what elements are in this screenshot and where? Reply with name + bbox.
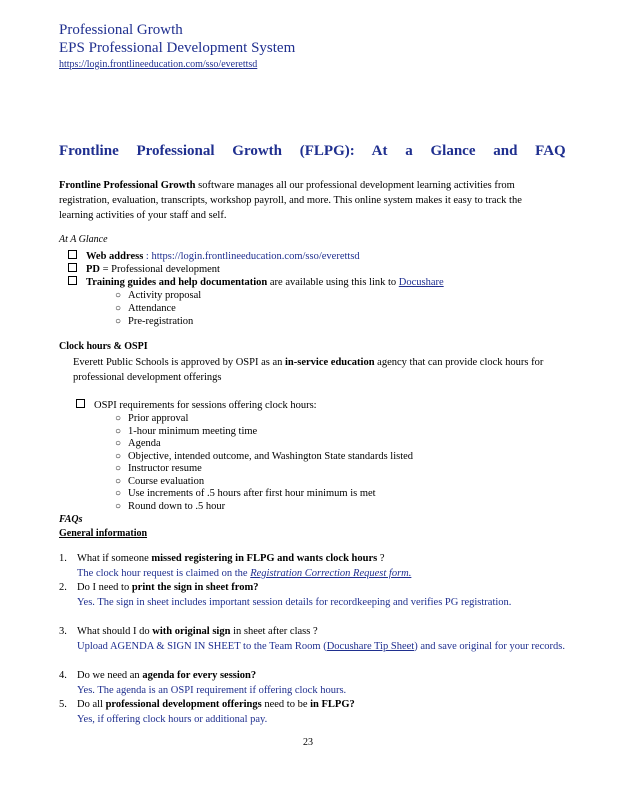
faq-question-5: 5. Do all professional development offerings need to be in FLPG?	[59, 699, 355, 710]
requirement-item: ○ Course evaluation	[115, 476, 205, 487]
bullet-square-icon	[76, 399, 85, 408]
intro-bold: Frontline Professional Growth	[59, 180, 196, 191]
page-title: Frontline Professional Growth (FLPG): At a Glance and FAQ	[59, 143, 566, 159]
bullet-square-icon	[68, 250, 77, 259]
circle-bullet-icon: ○	[115, 488, 122, 499]
faq-answer-4: Yes. The agenda is an OSPI requirement if offering clock hours.	[77, 685, 347, 696]
faq-question-3: 3. What should I do with original sign in sheet after class ?	[59, 626, 318, 637]
circle-bullet-icon: ○	[115, 413, 122, 424]
circle-bullet-icon: ○	[115, 303, 122, 314]
faq-answer-1: The clock hour request is claimed on the Registration Correction Request form.	[77, 568, 412, 579]
registration-correction-link[interactable]: Registration Correction Request form.	[250, 568, 412, 579]
requirement-item: ○ Agenda	[115, 438, 161, 449]
glance-sub-item: ○ Activity proposal	[115, 290, 202, 301]
requirement-item: ○ Use increments of .5 hours after first hour minimum is met	[115, 488, 376, 499]
ospi-requirements-label: OSPI requirements for sessions offering clock hours:	[76, 399, 317, 412]
glance-item-pd: PD = Professional development	[68, 263, 220, 276]
circle-bullet-icon: ○	[115, 438, 122, 449]
requirement-item: ○ Objective, intended outcome, and Washington State standards listed	[115, 451, 414, 462]
faq-answer-3: Upload AGENDA & SIGN IN SHEET to the Team Room (Docushare Tip Sheet) and save original for your records.	[77, 641, 565, 652]
glance-sub-item: ○ Pre-registration	[115, 316, 194, 327]
faq-question-2: 2. Do I need to print the sign in sheet from?	[59, 582, 259, 593]
glance-item-training: Training guides and help documentation are available using this link to Docushare	[68, 276, 444, 289]
requirement-item: ○ Prior approval	[115, 413, 189, 424]
circle-bullet-icon: ○	[115, 501, 122, 512]
circle-bullet-icon: ○	[115, 476, 122, 487]
header-line-1: Professional Growth	[59, 22, 183, 38]
bullet-square-icon	[68, 263, 77, 272]
requirement-item: ○ Instructor resume	[115, 463, 202, 474]
glance-sub-item: ○ Attendance	[115, 303, 176, 314]
glance-heading: At A Glance	[59, 234, 108, 245]
docushare-tip-sheet-link[interactable]: Docushare Tip Sheet	[326, 641, 415, 652]
header-line-2: EPS Professional Development System	[59, 40, 296, 56]
docushare-link[interactable]: Docushare	[398, 277, 444, 288]
faqs-heading: FAQs	[59, 514, 83, 525]
bullet-square-icon	[68, 276, 77, 285]
circle-bullet-icon: ○	[115, 426, 122, 437]
faq-question-4: 4. Do we need an agenda for every session?	[59, 670, 257, 681]
intro-text: software manages all our professional development learning activities from registration, evaluation, transcripts, workshop payroll, and more. This online system makes it easy to track the learning activities of your staff and self.	[59, 180, 522, 221]
faqs-subheading: General information	[59, 528, 148, 539]
faq-answer-5: Yes, if offering clock hours or additional pay.	[77, 714, 268, 725]
circle-bullet-icon: ○	[115, 316, 122, 327]
requirement-item: ○ 1-hour minimum meeting time	[115, 426, 258, 437]
clock-heading: Clock hours & OSPI	[59, 341, 148, 352]
faq-answer-2: Yes. The sign in sheet includes important session details for recordkeeping and verifies PG registration.	[77, 597, 512, 608]
circle-bullet-icon: ○	[115, 463, 122, 474]
faq-question-1: 1. What if someone missed registering in FLPG and wants clock hours ?	[59, 553, 385, 564]
page-number: 23	[303, 737, 313, 748]
clock-paragraph: Everett Public Schools is approved by OSPI as an in-service education agency that can provide clock hours for professional development offerings	[73, 357, 544, 383]
glance-item-web: Web address : https://login.frontlineeducation.com/sso/everettsd	[68, 250, 360, 263]
intro-paragraph	[59, 178, 549, 223]
requirement-item: ○ Round down to .5 hour	[115, 501, 226, 512]
circle-bullet-icon: ○	[115, 451, 122, 462]
circle-bullet-icon: ○	[115, 290, 122, 301]
header-url-link[interactable]: https://login.frontlineeducation.com/sso/everettsd	[59, 59, 258, 70]
